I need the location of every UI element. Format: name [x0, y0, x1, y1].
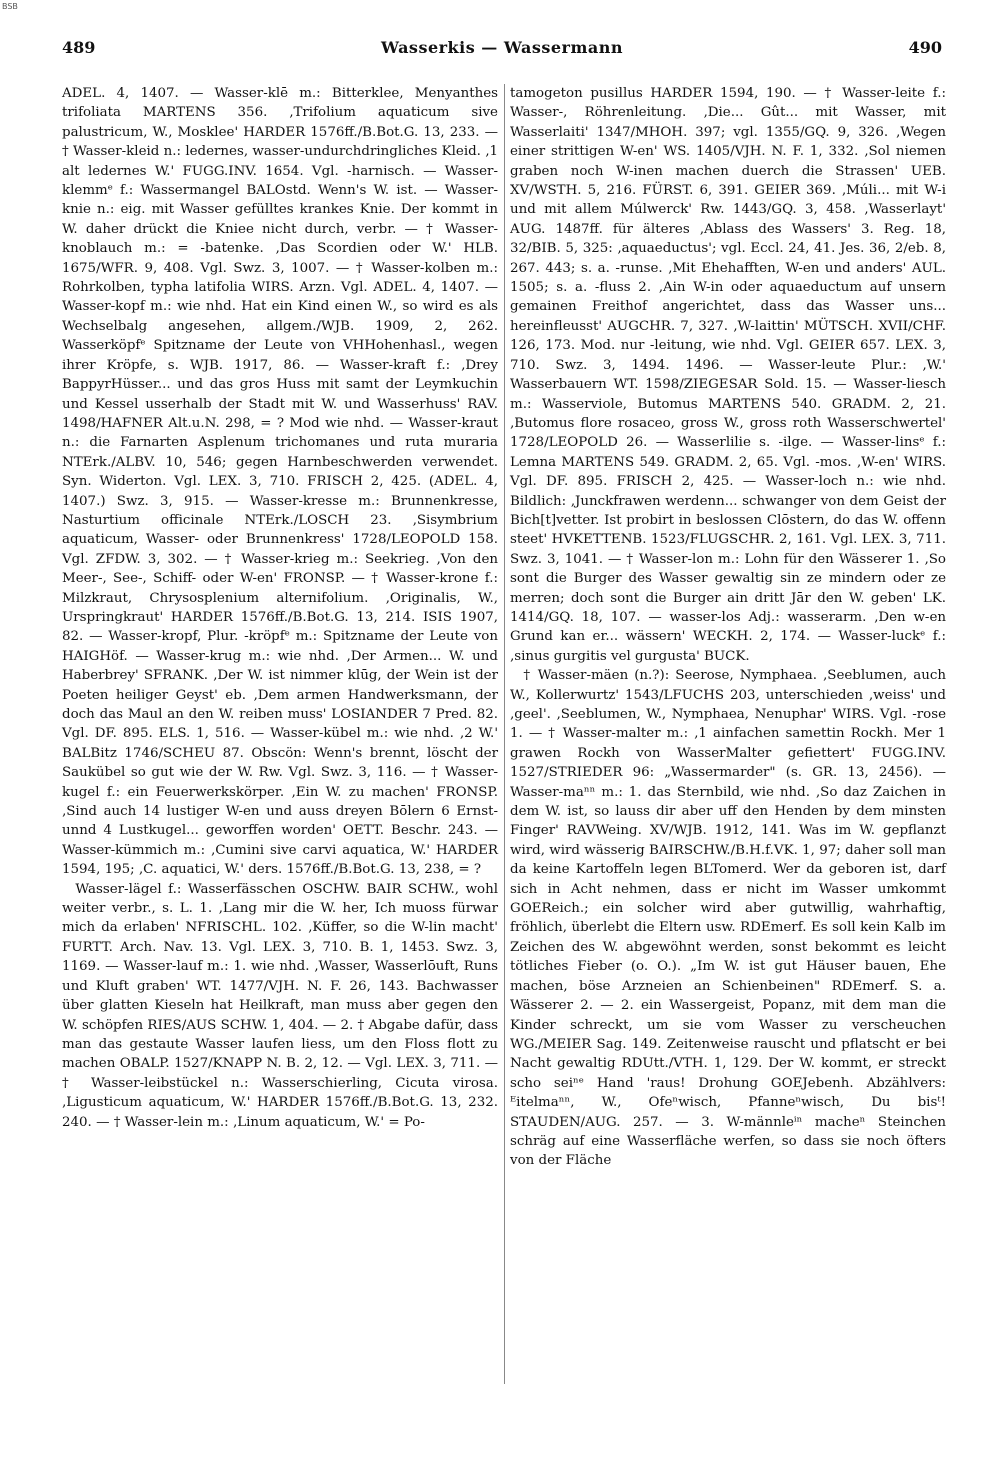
right-column	[510, 84, 946, 1171]
left-column-paragraph: ADEL. 4, 1407. — Wasser-klē m.: Bitterklee, Menyanthes trifoliata MARTENS 356. ‚Trifolium aquaticum sive palustricum, W., Mosklee' HARDER 1576ff./B.Bot.G. 13, 233. — † Wasser-kleid n.: ledernes, wasser-undurchdringliches Kleid. ‚1 alt ledernes W.' FUGG.INV. 1654. Vgl. -harnisch. — Wasser-klemmᵉ f.: Wassermangel BALOstd. Wenn's W. ist. — Wasser-knie n.: eig. mit Wasser gefülltes krankes Knie. Der kommt in W. daher drückt die Kniee nicht durch, verbr. — † Wasser-knoblauch m.: = -batenke. ‚Das Scordien oder W.' HLB. 1675/WFR. 9, 408. Vgl. Swz. 3, 1007. — † Wasser-kolben m.: Rohrkolben, typha latifolia WIRS. Arzn. Vgl. ADEL. 4, 1407. — Wasser-kopf m.: wie nhd. Hat ein Kind einen W., so wird es als Wechselbalg angesehen, allgem./WJB. 1909, 2, 262. Wasserköpfᵉ Spitzname der Leute von VHHohenhasl., wegen ihrer Kröpfe, s. WJB. 1917, 86. — Wasser-kraft f.: ‚Drey BappyrHüsser... und das gros Huss mit samt der Leymkuchin und Kessel usserhalb der Stadt mit W. und Wasserhuss' RAV. 1498/HAFNER Alt.u.N. 298, = ? Mod wie nhd. — Wasser-kraut n.: die Farnarten Asplenum trichomanes und ruta muraria NTErk./ALBV. 10, 546; gegen Harnbeschwerden verwendet. Syn. Widerton. Vgl. LEX. 3, 710. FRISCH 2, 425. (ADEL. 4, 1407.) Swz. 3, 915. — Wasser-kresse m.: Brunnenkresse, Nasturtium officinale NTErk./LOSCH 23. ‚Sisymbrium aquaticum, Wasser- oder Brunnenkress' 1728/LEOPOLD 158. Vgl. ZFDW. 3, 302. — † Wasser-krieg m.: Seekrieg. ‚Von den Meer-, See-, Schiff- oder W-en' FRONSP. — † Wasser-krone f.: Milzkraut, Chrysosplenium alternifolium. ‚Originalis, W., Urspringkraut' HARDER 1576ff./B.Bot.G. 13, 214. ISIS 1907, 82. — Wasser-kropf, Plur. -kröpfᵉ m.: Spitzname der Leute von HAIGHöf. — Wasser-krug m.: wie nhd. ‚Der Armen... W. und Haberbrey' SFRANK. ‚Der W. ist nimmer klūg, der Wein ist der Poeten heiliger Geyst' eb. ‚Dem armen Handwerksmann, der doch das Maul an den W. reiben muss' LOSIANDER 7 Pred. 82. Vgl. DF. 895. ELS. 1, 516. — Wasser-kübel m.: wie nhd. ‚2 W.' BALBitz 1746/SCHEU 87. Obscön: Wenn's brennt, löscht der Saukübel so gut wie der W. Rw. Vgl. Swz. 3, 116. — † Wasser-kugel f.: ein Feuerwerkskörper. ‚Ein W. zu machen' FRONSP. ‚Sind auch 14 lustiger W-en und auss dreyen Bōlern 6 Ernst- unnd 4 Lustkugel... geworffen worden' OETT. Beschr. 243. — Wasser-kümmich m.: ‚Cumini sive carvi aquatica, W.' HARDER 1594, 195; ‚C. aquatici, W.' ders. 1576ff./B.Bot.G. 13, 238, = ?	[62, 86, 498, 878]
library-stamp: BSB	[2, 2, 18, 11]
page-header	[62, 38, 942, 66]
right-column-paragraph: † Wasser-mäen (n.?): Seerose, Nymphaea. ‚Seeblumen, auch W., Kollerwurtz' 1543/LFUCHS 203, unterschieden ‚weiss' und ‚geel'. ‚Seeblumen, W., Nymphaea, Nenuphar' WIRS. Vgl. -rose 1. — † Wasser-malter m.: ‚1 ainfachen samettin Rockh. Mer 1 grawen Rockh von WasserMalter gefiettert' FUGG.INV. 1527/STRIEDER 96: „Wassermarder" (s. GR. 13, 2456). — Wasser-maⁿⁿ m.: 1. das Sternbild, wie nhd. ‚So daz Zaichen in dem W. ist, so lauss dir aber uff den Henden by dem minsten Finger' RAVWeing. XV/WJB. 1912, 141. Was im W. gepflanzt wird, wird wässerig BAIRSCHW./B.H.f.VK. 1, 97; daher soll man da keine Kartoffeln legen BLTomerd. Wer da geboren ist, darf sich in Acht nehmen, dass er nicht im Wasser umkommt GOEReich.; ein solcher wird aber gutwillig, wahrhaftig, fröhlich, überlebt die Eltern usw. RDEmerf. Es soll kein Kalb im Zeichen des W. abgewöhnt werden, sonst bekommt es leicht tötliches Fieber (o. O.). „Im W. ist gut Häuser bauen, Ehe machen, böse Arzneien an Schienbeinen" RDEmerf. S. a. Wässerer 2. — 2. ein Wassergeist, Popanz, mit dem man die Kinder schreckt, um sie vom Wasser zu verscheuchen WG./MEIER Sag. 149. Zeitenweise rauscht und pflatscht er bei Nacht gewaltig RDUtt./VTH. 1, 129. Der W. kommt, er streckt scho seiⁿᵉ Hand 'raus! Drohung GOEJebenh. Abzählvers: ᴱitelmaⁿⁿ, W., Ofeⁿwisch, Pfanneⁿwisch, Du bisᵗ! STAUDEN/AUG. 257. — 3. W-männleⁱⁿ macheⁿ Steinchen schräg auf eine Wasserfläche werfen, so dass sie noch öfters von der Fläche	[510, 668, 946, 1169]
page-number-right: 490	[908, 38, 942, 57]
left-column-paragraph: Wasser-lägel f.: Wasserfässchen OSCHW. BAIR SCHW., wohl weiter verbr., s. L. 1. ‚Lang mir die W. her, Ich muoss fürwar mich da erlaben' NFRISCHL. 102. ‚Küffer, so die W-lin macht' FURTT. Arch. Nav. 13. Vgl. LEX. 3, 710. B. 1, 1453. Swz. 3, 1169. — Wasser-lauf m.: 1. wie nhd. ‚Wasser, Wasserlōuft, Runs und Kluft graben' WT. 1477/VJH. N. F. 26, 143. Bachwasser über glatten Kieseln hat Heilkraft, man muss aber gegen den W. schöpfen RIES/AUS SCHW. 1, 404. — 2. † Abgabe dafür, dass man das gestaute Wasser laufen liess, um den Floss flott zu machen OBALP. 1527/KNAPP N. B. 2, 12. — Vgl. LEX. 3, 711. — † Wasser-leibstückel n.: Wasserschierling, Cicuta virosa. ‚Ligusticum aquaticum, W.' HARDER 1576ff./B.Bot.G. 13, 232. 240. — † Wasser-lein m.: ‚Linum aquaticum, W.' = Po-	[62, 881, 498, 1130]
running-title: Wasserkis — Wassermann	[380, 38, 623, 57]
left-column	[62, 84, 498, 1132]
column-divider	[504, 84, 505, 1384]
right-column-paragraph: tamogeton pusillus HARDER 1594, 190. — † Wasser-leite f.: Wasser-, Röhrenleitung. ‚Die... Gût... mit Wasser, mit Wasserlaiti' 1347/MHOH. 397; vgl. 1355/GQ. 9, 326. ‚Wegen einer strittigen W-en' WS. 1405/VJH. N. F. 1, 332. ‚Sol niemen graben noch W-inen machen duerch die Strassen' UEB. XV/WSTH. 5, 216. FÜRST. 6, 391. GEIER 369. ‚Múli... mit W-i und mit allem Múlwerck' Rw. 1443/GQ. 3, 458. ‚Wasserlayt' AUG. 1487ff. für älteres ‚Ablass des Wassers' 3. Reg. 18, 32/BIB. 5, 325: ‚aquaeductus'; vgl. Eccl. 24, 41. Jes. 36, 2/eb. 8, 267. 443; s. a. -runse. ‚Mit Ehehafften, W-en und anders' AUL. 1505; s. a. -fluss 2. ‚Ain W-in oder aquaeductum auf unsern gemainen Freithof angerichtet, dass das Wasser uns... hereinfleusst' AUGCHR. 7, 327. ‚W-laittin' MÜTSCH. XVII/CHF. 126, 173. Mod. nur -leitung, wie nhd. Vgl. GEIER 657. LEX. 3, 710. Swz. 3, 1494. 1496. — Wasser-leute Plur.: ‚W.' Wasserbauern WT. 1598/ZIEGESAR Sold. 15. — Wasser-liesch m.: Wasserviole, Butomus MARTENS 540. GRADM. 2, 21. ‚Butomus flore rosaceo, gross W., gross roth Wasserschwertel' 1728/LEOPOLD 26. — Wasserlilie s. -ilge. — Wasser-linsᵉ f.: Lemna MARTENS 549. GRADM. 2, 65. Vgl. -mos. ‚W-en' WIRS. Vgl. DF. 895. FRISCH 2, 425. — Wasser-loch n.: wie nhd. Bildlich: ‚Junckfrawen werdenn... schwanger von dem Geist der Bich[t]vetter. Ist probirt in beslossen Clōstern, do das W. offenn steet' HVKETTENB. 1523/FLUGSCHR. 2, 161. Vgl. LEX. 3, 711. Swz. 3, 1041. — † Wasser-lon m.: Lohn für den Wässerer 1. ‚So sont die Burger des Wasser gewaltig sin ze mindern oder ze merren; doch sont die Burger ain dritt Jār den W. geben' LK. 1414/GQ. 18, 107. — wasser-los Adj.: wasserarm. ‚Den w-en Grund kan er... wässern' WECKH. 2, 174. — Wasser-luckᵉ f.: ‚sinus gurgitis vel gurgusta' BUCK.	[510, 86, 946, 664]
page-number-left: 489	[62, 38, 96, 57]
